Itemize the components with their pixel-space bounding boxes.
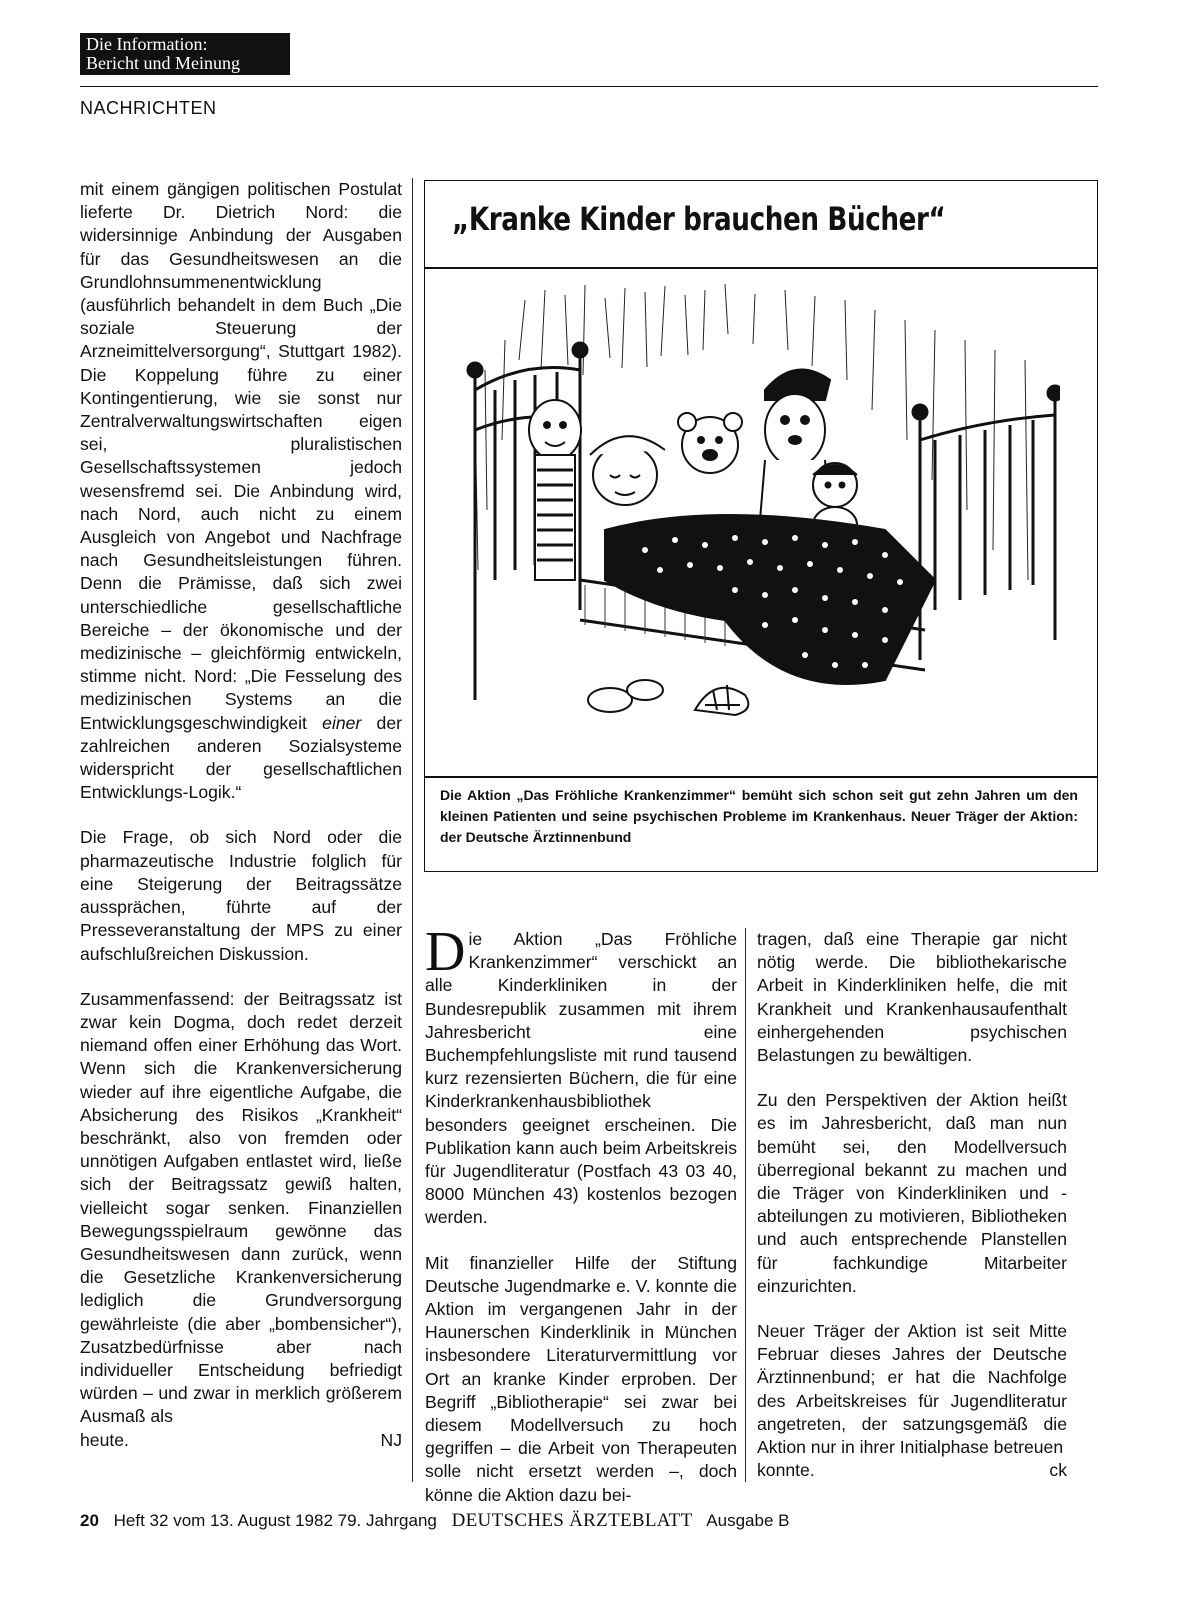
page-footer [80, 1510, 789, 1532]
left-paragraph-1 [80, 178, 402, 804]
right-signature-row [757, 1459, 1067, 1482]
right-last-word: konnte. [757, 1460, 815, 1481]
column-rule-right [745, 928, 746, 1482]
illustration-children-in-bed [465, 280, 1060, 730]
right-paragraph-1: tragen, daß eine Therapie gar nicht nötig werde. Die bibliothekarische Arbeit in Kinderkliniken helfe, die mit Krankheit und Krankenhausaufenthalt einhergehenden psychischen Belastungen zu bewältigen. [757, 929, 1067, 1066]
rubric-line-1: Die Information: [86, 34, 208, 54]
journal-name: DEUTSCHES ÄRZTEBLATT [451, 1510, 693, 1531]
page-number: 20 [80, 1511, 99, 1530]
left-paragraph-1-tail: der zahlreichen anderen Sozialsysteme widerspricht der gesellschaftlichen Entwicklungs-Logik.“ [80, 712, 402, 803]
column-rule-left [412, 178, 413, 1482]
author-signature-ck: ck [1049, 1460, 1067, 1481]
right-paragraph-3-text: Neuer Träger der Aktion ist seit Mitte Februar dieses Jahres der Deutsche Ärztinnenbund; er hat die Nachfolge des Arbeitskreises für Jugendliteratur angetreten, der satzungsgemäß die Aktion nur in ihrer Initialphase betreuen [757, 1321, 1067, 1458]
rubric-tag [80, 33, 290, 75]
box-title-divider [424, 267, 1098, 269]
issue-info: Heft 32 vom 13. August 1982 79. Jahrgang [113, 1511, 437, 1530]
illustration-bottom-rule [424, 776, 1098, 778]
right-paragraph-2: Zu den Perspektiven der Aktion heißt es im Jahresbericht, daß man nun bemüht sei, den Modellversuch überregional bekannt zu machen und die Träger von Kinderkliniken und -abteilungen zu motivieren, Bibliotheken und auch entsprechende Planstellen für fachkundige Mitarbeiter einzurichten. [757, 1090, 1067, 1296]
left-paragraph-3-text: Zusammenfassend: der Beitragssatz ist zwar kein Dogma, doch redet derzeit niemand offen einer Erhöhung das Wort. Wenn sich die Krankenversicherung wieder auf ihre eigentliche Aufgabe, die Absicherung des Risikos „Krankheit“ beschränkt, also von fremden oder unnötigen Aufgaben entlastet wird, ließe sich der Beitragssatz gewiß halten, vielleicht sogar senken. Finanziellen Bewegungsspielraum gewönne das Gesundheitswesen dann zurück, wenn die Gesetzliche Krankenversicherung lediglich die Grundversorgung gewährleiste (die aber „bombensicher“), Zusatzbedürfnisse aber nach individueller Entscheidung befriedigt würden – und zwar in merklich größerem Ausmaß als [80, 988, 402, 1427]
rubric-line-2: Bericht und Meinung [86, 53, 240, 73]
left-signature-row [80, 1429, 402, 1452]
left-paragraph-3 [80, 988, 402, 1429]
drop-cap: D [425, 921, 466, 983]
left-paragraph-1-text: mit einem gängigen politischen Postulat lieferte Dr. Dietrich Nord: die widersinnige Anbindung der Ausgaben für das Gesundheitswesen an die Grundlohnsummenentwicklung (ausführlich behandelt in dem Buch „Die soziale Steuerung der Arzneimittelversorgung“, Stuttgart 1982). Die Koppelung führe zu einer Kontingentierung, wie sie sonst nur Zentralverwaltungswirtschaften eigen sei, pluralistischen Gesellschaftssystemen jedoch wesensfremd sei. Die Anbindung wird, nach Nord, auch nicht zu einem Ausgleich von Angebot und Nachfrage nach Gesundheitsleistungen führen. Denn die Prämisse, daß sich zwei unterschiedliche gesellschaftliche Bereiche – der ökonomische und der medizinische – gleichförmig entwickeln, stimme nicht. Nord: „Die Fesselung des medizinischen Systems an die Entwicklungsgeschwindigkeit [80, 179, 402, 733]
illustration-caption: Die Aktion „Das Fröhliche Krankenzimmer“ bemüht sich schon seit gut zehn Jahren um den kleinen Patienten und seine psychischen Probleme im Krankenhaus. Neuer Träger der Aktion: der Deutsche Ärztinnenbund [440, 787, 1078, 845]
right-paragraph-3 [757, 1320, 1067, 1459]
left-paragraph-2: Die Frage, ob sich Nord oder die pharmazeutische Industrie folglich für eine Steigerung der Beitragssätze aussprächen, führte auf der Presseveranstaltung der MPS zu einer aufschlußreichen Diskussion. [80, 827, 402, 964]
left-last-word: heute. [80, 1429, 129, 1450]
middle-paragraph-1 [425, 921, 737, 1230]
author-signature-nj: NJ [380, 1429, 402, 1450]
left-column [80, 178, 402, 1452]
left-paragraph-1-emphasis: einer [322, 712, 362, 733]
middle-column [425, 921, 737, 1507]
right-column [757, 928, 1067, 1482]
article-headline: „Kranke Kinder brauchen Bücher“ [452, 200, 946, 238]
middle-paragraph-2: Mit finanzieller Hilfe der Stiftung Deutsche Jugendmarke e. V. konnte die Aktion im vergangenen Jahr in der Haunerschen Kinderklinik in München insbesondere Literaturvermittlung vor Ort an kranke Kinder erproben. Der Begriff „Bibliotherapie“ sei zwar bei diesem Modellversuch zu hoch gegriffen – die Arbeit von Therapeuten solle nicht ersetzt werden –, doch könne die Aktion dazu bei- [425, 1252, 737, 1505]
middle-paragraph-1-text: ie Aktion „Das Fröhliche Krankenzimmer“ verschickt an alle Kinderkliniken in der Bundesrepublik zusammen mit ihrem Jahresbericht eine Buchempfehlungsliste mit rund tausend kurz rezensierten Büchern, die für eine Kinderkrankenhausbibliothek besonders geeignet erscheinen. Die Publikation kann auch beim Arbeitskreis für Jugendliteratur (Postfach 43 03 40, 8000 München 43) kostenlos bezogen werden. [425, 929, 737, 1228]
section-label: NACHRICHTEN [80, 98, 217, 118]
header-rule [80, 86, 1098, 87]
edition-label: Ausgabe B [706, 1511, 790, 1530]
